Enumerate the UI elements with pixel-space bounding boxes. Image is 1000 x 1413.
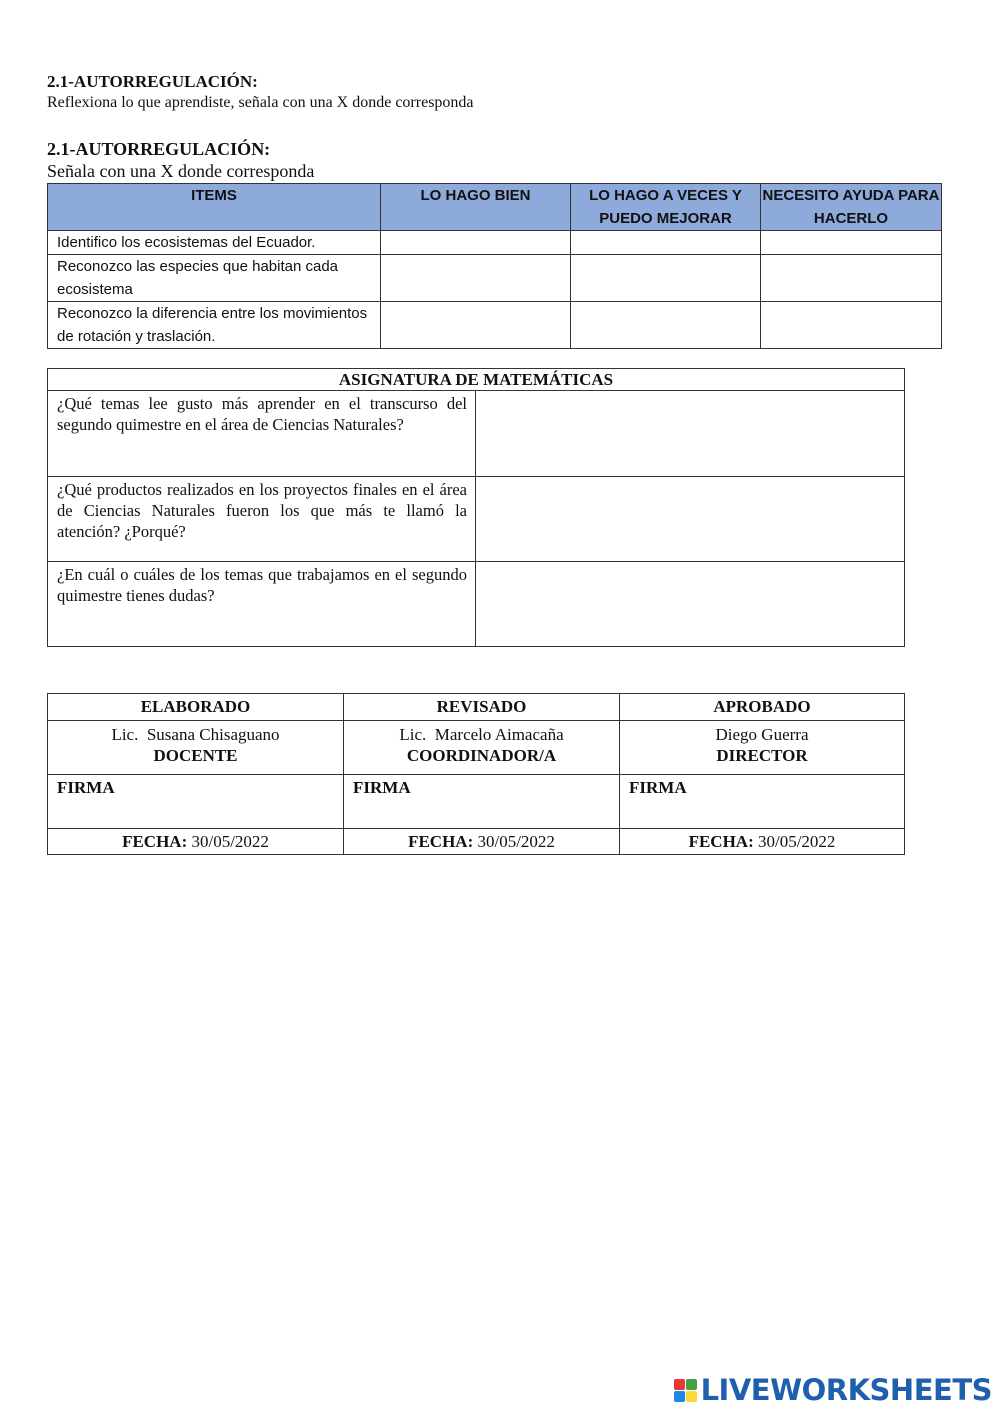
signer-role: DIRECTOR <box>716 746 808 765</box>
header-necesito-ayuda: NECESITO AYUDA PARA HACERLO <box>761 184 942 231</box>
header-revisado: REVISADO <box>344 694 620 721</box>
signer-role: COORDINADOR/A <box>406 746 557 765</box>
answer-cell-ayuda[interactable] <box>761 255 942 302</box>
table-row <box>48 391 905 477</box>
answer-cell-a-veces[interactable] <box>571 302 761 349</box>
section2-instruction: Señala con una X donde corresponda <box>47 161 315 181</box>
self-regulation-table <box>47 183 942 349</box>
table-row <box>48 562 905 647</box>
question-cell: ¿En cuál o cuáles de los temas que trabajamos en el segundo quimestre tienes dudas? <box>48 562 476 647</box>
firma-label: FIRMA <box>57 778 115 797</box>
signatures-table <box>47 693 905 855</box>
answer-field[interactable] <box>476 391 905 477</box>
answer-cell-a-veces[interactable] <box>571 255 761 302</box>
table-row <box>48 302 942 349</box>
section1-title: 2.1-AUTORREGULACIÓN: <box>47 72 258 91</box>
logo-cubes-icon <box>674 1379 697 1402</box>
signer-name: Diego Guerra <box>715 725 809 744</box>
header-lo-hago-a-veces: LO HAGO A VECES Y PUEDO MEJORAR <box>571 184 761 231</box>
item-cell: Identifico los ecosistemas del Ecuador. <box>48 231 381 255</box>
signer-cell-coordinador <box>344 721 620 775</box>
header-aprobado: APROBADO <box>620 694 905 721</box>
firma-label: FIRMA <box>353 778 411 797</box>
fecha-label: FECHA: <box>122 832 188 851</box>
firma-cell <box>344 775 620 829</box>
math-reflection-table <box>47 368 905 647</box>
answer-cell-a-veces[interactable] <box>571 231 761 255</box>
header-elaborado: ELABORADO <box>48 694 344 721</box>
question-cell: ¿Qué temas lee gusto más aprender en el transcurso del segundo quimestre en el área de Ciencias Naturales? <box>48 391 476 477</box>
signer-cell-director <box>620 721 905 775</box>
table-row <box>48 477 905 562</box>
fecha-label: FECHA: <box>688 832 754 851</box>
firma-cell <box>620 775 905 829</box>
section2-title: 2.1-AUTORREGULACIÓN: <box>47 139 271 159</box>
liveworksheets-logo <box>674 1373 992 1407</box>
answer-field[interactable] <box>476 477 905 562</box>
fecha-value: 30/05/2022 <box>477 832 555 851</box>
answer-cell-bien[interactable] <box>381 255 571 302</box>
section1-instruction: Reflexiona lo que aprendiste, señala con una X donde corresponda <box>47 94 474 111</box>
item-cell: Reconozco la diferencia entre los movimientos de rotación y traslación. <box>48 302 381 349</box>
signer-name: Lic. Marcelo Aimacaña <box>399 725 564 744</box>
firma-label: FIRMA <box>629 778 687 797</box>
table-row <box>48 231 942 255</box>
logo-wordmark: LIVEWORKSHEETS <box>700 1373 992 1407</box>
table-header-row <box>48 184 942 231</box>
answer-cell-ayuda[interactable] <box>761 302 942 349</box>
fecha-value: 30/05/2022 <box>757 832 836 851</box>
answer-field[interactable] <box>476 562 905 647</box>
answer-cell-bien[interactable] <box>381 302 571 349</box>
header-lo-hago-bien: LO HAGO BIEN <box>381 184 571 231</box>
signer-role: DOCENTE <box>153 746 238 765</box>
header-items: ITEMS <box>48 184 381 231</box>
firma-cell <box>48 775 344 829</box>
fecha-value: 30/05/2022 <box>191 832 269 851</box>
signer-cell-docente <box>48 721 344 775</box>
fecha-cell <box>620 829 905 855</box>
fecha-cell <box>344 829 620 855</box>
math-table-title: ASIGNATURA DE MATEMÁTICAS <box>48 369 905 391</box>
signer-name: Lic. Susana Chisaguano <box>111 725 280 744</box>
answer-cell-ayuda[interactable] <box>761 231 942 255</box>
question-cell: ¿Qué productos realizados en los proyectos finales en el área de Ciencias Naturales fueron los que más te llamó la atención? ¿Porqué? <box>48 477 476 562</box>
item-cell: Reconozco las especies que habitan cada ecosistema <box>48 255 381 302</box>
answer-cell-bien[interactable] <box>381 231 571 255</box>
table-row <box>48 255 942 302</box>
fecha-label: FECHA: <box>408 832 474 851</box>
fecha-cell <box>48 829 344 855</box>
